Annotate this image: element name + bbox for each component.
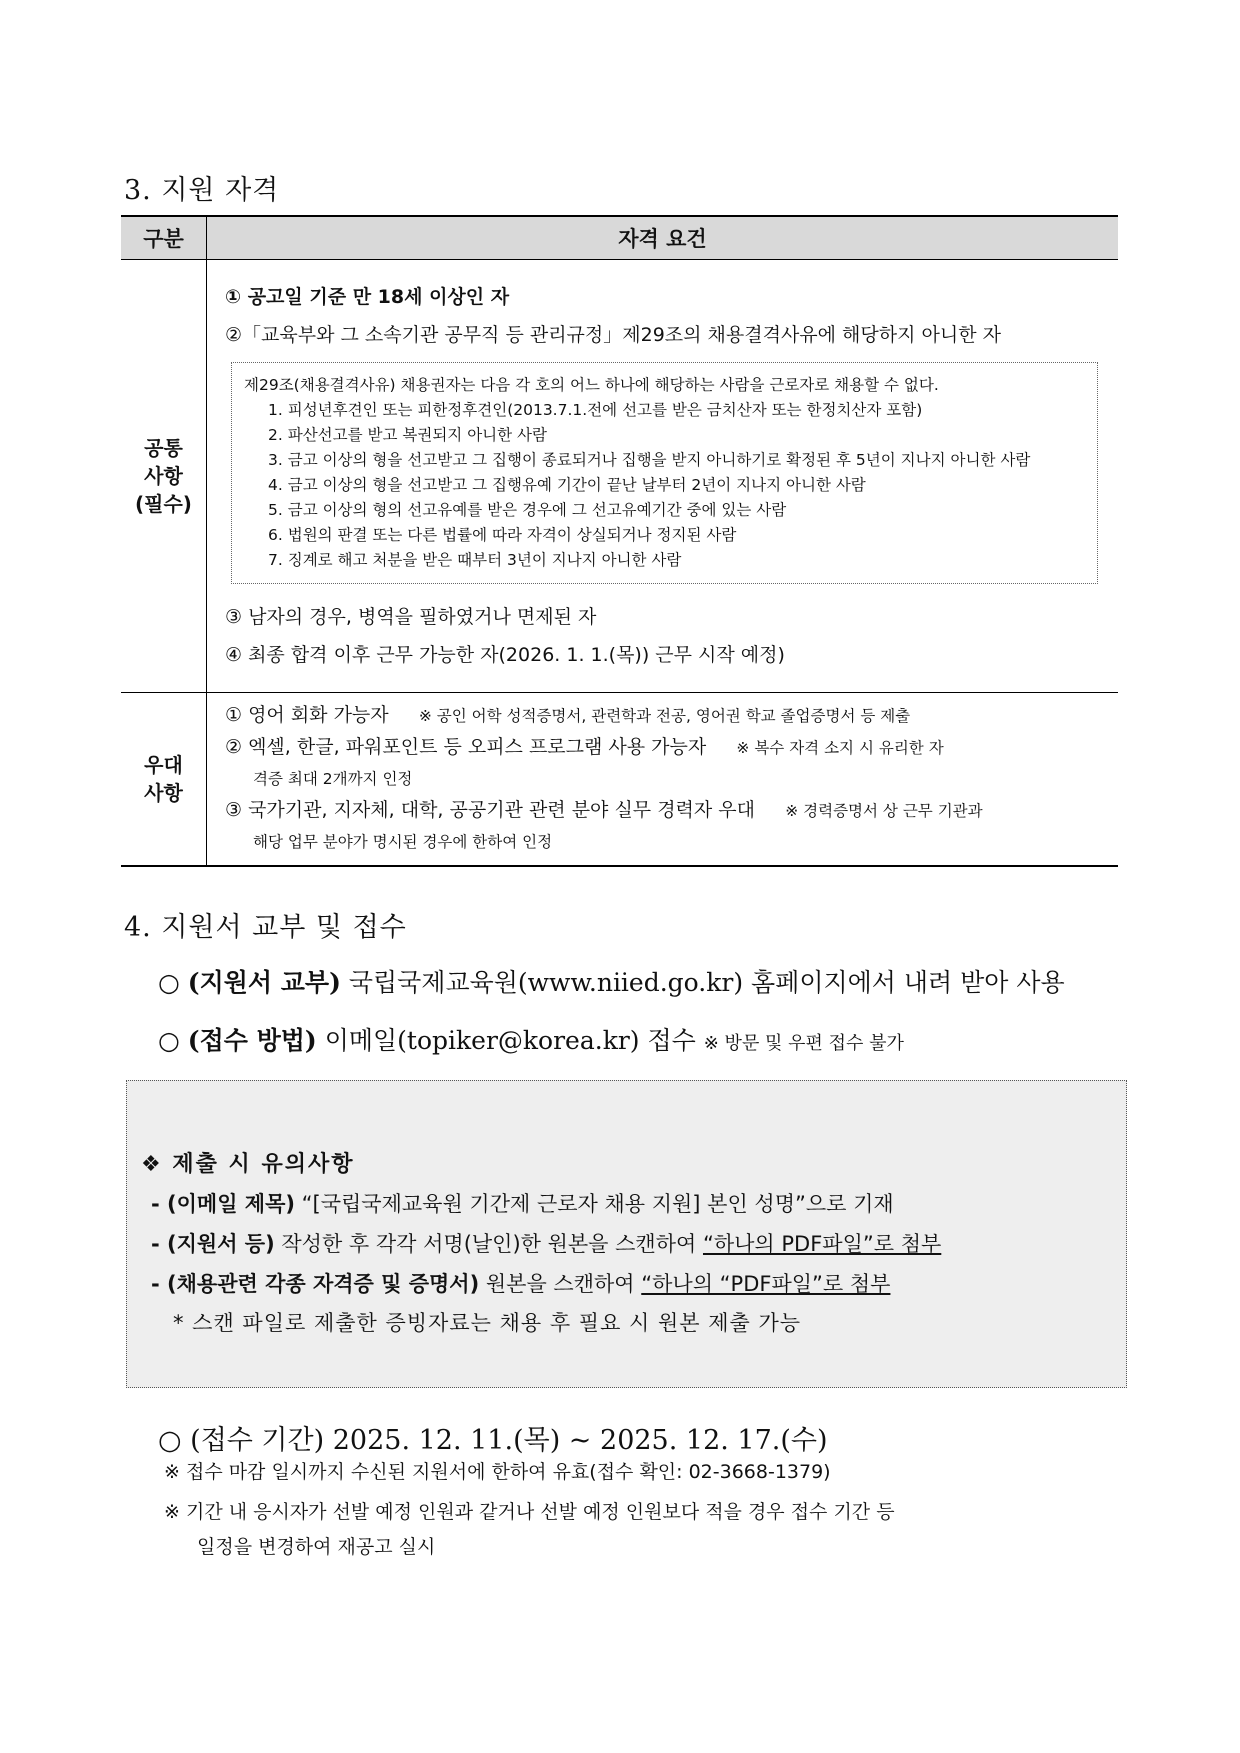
category-preferred-line: 사항 [144,781,183,805]
statute-heading: 제29조(채용결격사유) 채용권자는 다음 각 호의 어느 하나에 해당하는 사람을 근로자로 채용할 수 없다. [244,376,939,394]
statute-item: 1. 피성년후견인 또는 피한정후견인(2013.7.1.전에 선고를 받은 금치산자 또는 한정치산자 포함) [268,401,923,419]
requirement-military: ③ 남자의 경우, 병역을 필하였거나 면제된 자 [225,606,597,628]
statute-item: 6. 법원의 판결 또는 다른 법률에 따라 자격이 상실되거나 정지된 사람 [268,526,737,544]
notice-title: ❖ 제출 시 유의사항 [141,1152,355,1177]
table-row-preferred [121,693,1118,867]
notice-label: - (지원서 등) [151,1232,275,1256]
category-preferred [121,693,207,867]
bullet-icon: ○ [158,1425,182,1456]
category-common-line: (필수) [135,492,192,516]
preferred-english-note: ※ 공인 어학 성적증명서, 관련학과 전공, 영어권 학교 졸업증명서 등 제출 [418,707,911,725]
preferred-office-text: ② 엑셀, 한글, 파워포인트 등 오피스 프로그램 사용 가능자 [225,736,707,758]
statute-item: 4. 금고 이상의 형을 선고받고 그 집행유예 기간이 끝난 날부터 2년이 지나지 아니한 사람 [268,476,866,494]
category-common-line: 공통 [144,436,183,460]
requirement-disqualification: ②「교육부와 그 소속기관 공무직 등 관리규정」제29조의 채용결격사유에 해당하지 아니한 자 [225,324,1001,346]
table-header-row [121,216,1118,260]
distribution-text: 국립국제교육원(www.niied.go.kr) 홈페이지에서 내려 받아 사용 [348,968,1065,997]
header-category: 구분 [121,216,207,260]
statute-item: 2. 파산선고를 받고 복권되지 아니한 사람 [268,426,547,444]
statute-item: 5. 금고 이상의 형의 선고유예를 받은 경우에 그 선고유예기간 중에 있는 사람 [268,501,787,519]
preferred-experience [225,795,1104,827]
qualification-table [121,215,1118,867]
preferred-office-cont: 격증 최대 2개까지 인정 [253,770,413,788]
distribution-line [158,963,1065,999]
common-requirements [207,260,1119,693]
period-text: 2025. 12. 11.(목) ~ 2025. 12. 17.(수) [332,1425,828,1456]
statute-item: 3. 금고 이상의 형을 선고받고 그 집행이 종료되거나 집행을 받지 아니하기로 확정된 후 5년이 지나지 아니한 사람 [268,451,1031,469]
notice-label: - (이메일 제목) [151,1192,295,1216]
section-4-title: 4. 지원서 교부 및 접수 [124,912,407,943]
period-note-cont: 일정을 변경하여 재공고 실시 [197,1536,436,1558]
preferred-english [225,700,1104,732]
notice-application [151,1228,941,1258]
preferred-experience-note: ※ 경력증명서 상 근무 기관과 [785,802,983,820]
category-common-line: 사항 [144,464,183,488]
period-line [158,1418,828,1457]
notice-text: “[국립국제교육원 기간제 근로자 채용 지원] 본인 성명”으로 기재 [301,1192,894,1216]
notice-emphasis: “하나의 “PDF파일”로 첨부 [641,1272,891,1296]
preferred-requirements [207,693,1119,867]
preferred-office-note: ※ 복수 자격 소지 시 유리한 자 [736,739,944,757]
preferred-experience-cont: 해당 업무 분야가 명시된 경우에 한하여 인정 [253,833,553,851]
period-note: ※ 기간 내 응시자가 선발 예정 인원과 같거나 선발 예정 인원보다 적을 경우 접수 기간 등 [164,1501,895,1523]
bullet-icon: ○ [158,1026,180,1055]
method-line [158,1021,904,1057]
category-preferred-line: 우대 [144,753,183,777]
notice-scan-note: * 스캔 파일로 제출한 증빙자료는 채용 후 필요 시 원본 제출 가능 [173,1311,802,1335]
notice-label: - (채용관련 각종 자격증 및 증명서) [151,1272,480,1296]
method-note: ※ 방문 및 우편 접수 불가 [703,1033,904,1054]
preferred-office [225,732,1104,764]
period-label: (접수 기간) [190,1425,325,1456]
notice-text: 원본을 스캔하여 [485,1272,635,1296]
requirement-age: ① 공고일 기준 만 18세 이상인 자 [225,286,510,308]
notice-text: 작성한 후 각각 서명(날인)한 원본을 스캔하여 [281,1232,697,1256]
method-text: 이메일(topiker@korea.kr) 접수 [324,1026,696,1055]
preferred-experience-text: ③ 국가기관, 지자체, 대학, 공공기관 관련 분야 실무 경력자 우대 [225,799,756,821]
section-3-title: 3. 지원 자격 [124,175,280,206]
table-row-common [121,260,1118,693]
notice-certificates [151,1268,890,1298]
method-label: (접수 방법) [187,1026,317,1055]
header-requirements: 자격 요건 [207,216,1119,260]
submission-notice-box [126,1080,1127,1388]
preferred-english-text: ① 영어 회화 가능자 [225,704,389,726]
notice-emphasis: “하나의 PDF파일”로 첨부 [702,1232,942,1256]
notice-email-subject [151,1188,894,1218]
category-common [121,260,207,693]
statute-box [231,362,1098,584]
period-note: ※ 접수 마감 일시까지 수신된 지원서에 한하여 유효(접수 확인: 02-3668-1379) [164,1461,831,1483]
requirement-start-date: ④ 최종 합격 이후 근무 가능한 자(2026. 1. 1.(목)) 근무 시작 예정) [225,644,785,666]
bullet-icon: ○ [158,968,180,997]
statute-item: 7. 징계로 해고 처분을 받은 때부터 3년이 지나지 아니한 사람 [268,551,682,569]
distribution-label: (지원서 교부) [187,968,341,997]
